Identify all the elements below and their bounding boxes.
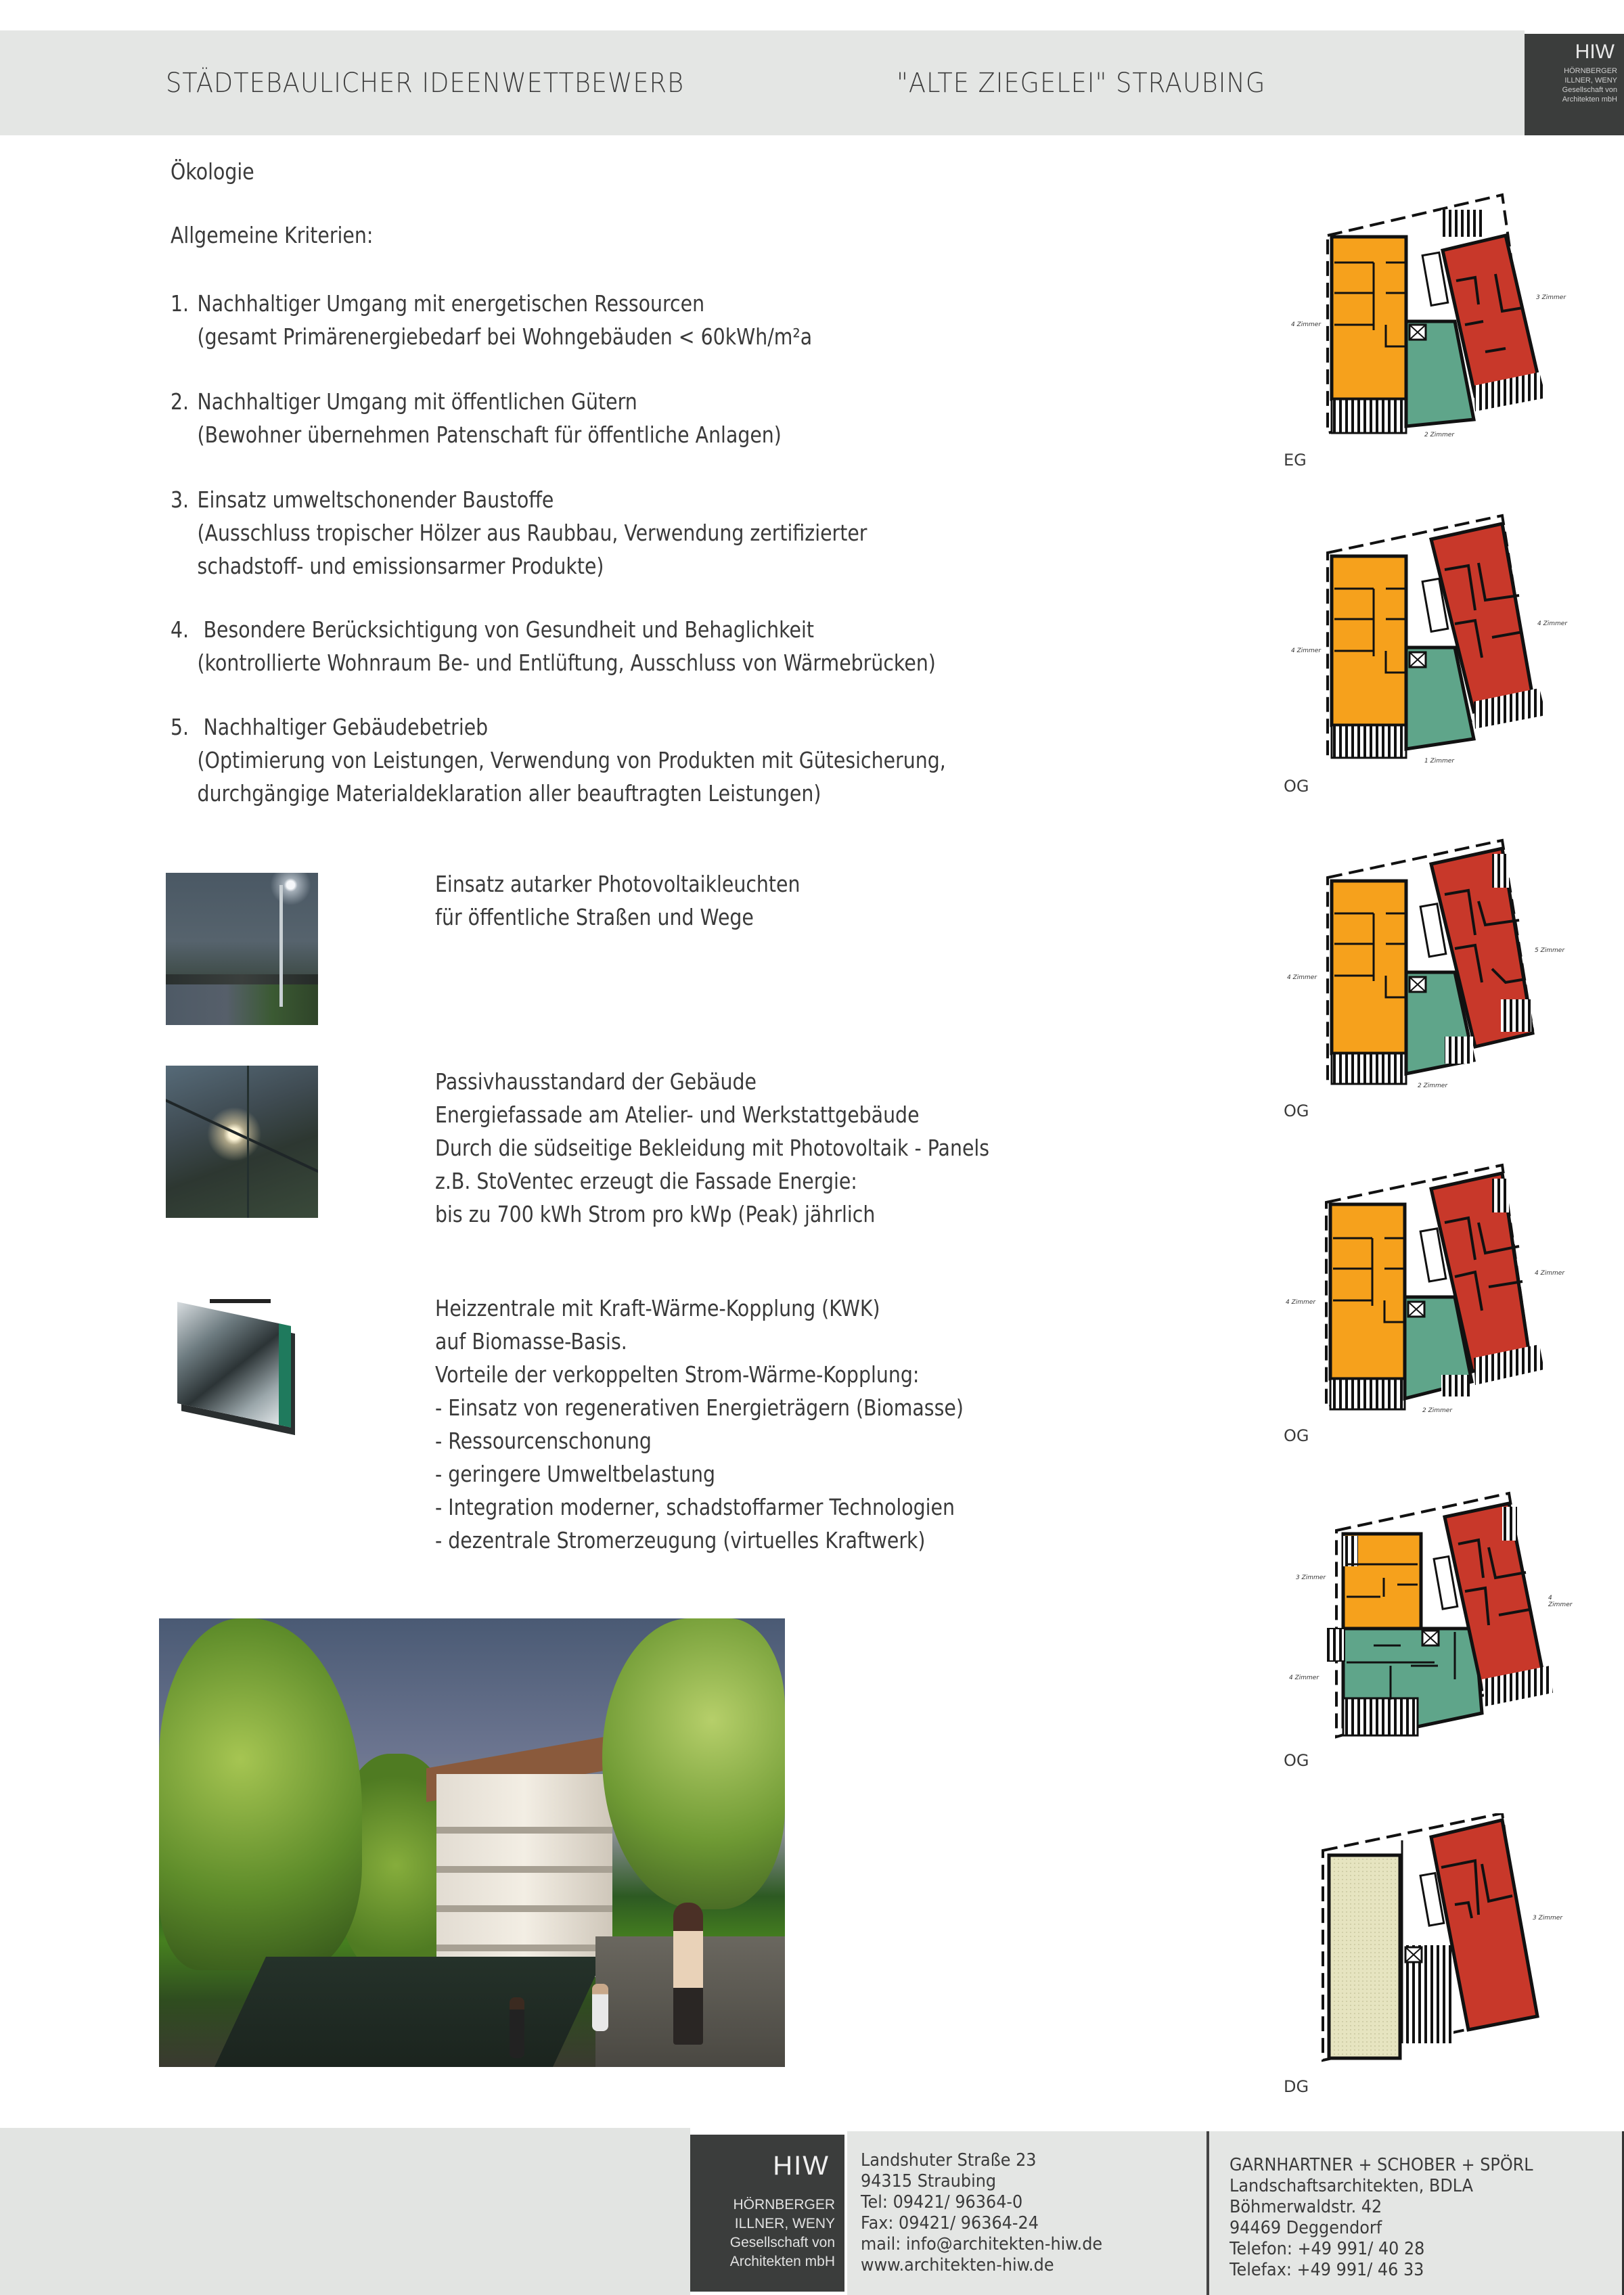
feature-text-chp-heating: Heizzentrale mit Kraft-Wärme-Kopplung (KWK) auf Biomasse-Basis. Vorteile der verkoppelten Strom-Wärme-Kopplung: - Einsatz von regenerativen Energieträgern (Biomasse) - Ressourcenschonung - geringere Umweltbelastung - Integration moderner, schadstoffarmer Technologien - dezentrale Stromerzeugung (virtuelles Kraftwerk): [435, 1295, 964, 1553]
floorplan-og-1: [1272, 509, 1570, 766]
unit-label-right: 4 Zimmer: [1537, 620, 1568, 627]
criterion-detail: schadstoff- und emissionsarmer Produkte): [197, 553, 604, 579]
unit-label-bottom: 2 Zimmer: [1418, 1083, 1448, 1089]
criterion-title: Nachhaltiger Gebäudebetrieb: [197, 714, 489, 740]
footer-band: [0, 2128, 690, 2295]
water-channel: [215, 1957, 604, 2067]
logo-mark: HIW: [1575, 41, 1615, 63]
building-rendering: [159, 1618, 785, 2067]
partner-name: GARNHARTNER + SCHOBER + SPÖRL: [1230, 2155, 1533, 2175]
criterion-detail: (kontrollierte Wohnraum Be- und Entlüftung, Ausschluss von Wärmebrücken): [197, 650, 936, 676]
feature-text-photovoltaic-lights: Einsatz autarker Photovoltaikleuchten für öffentliche Straßen und Wege: [435, 871, 800, 930]
floorplan-og-4: [1272, 1483, 1573, 1740]
lamp-pole: [279, 885, 283, 1007]
criterion-title: Nachhaltiger Umgang mit öffentlichen Gütern: [197, 388, 637, 415]
criterion-title: Nachhaltiger Umgang mit energetischen Ressourcen: [197, 290, 705, 317]
partner-phone: Telefon: +49 991/ 40 28: [1230, 2239, 1425, 2259]
feature-text-energy-facade: Passivhausstandard der Gebäude Energiefassade am Atelier- und Werkstattgebäude Durch die südseitige Bekleidung mit Photovoltaik - Panels z.B. StoVentec erzeugt die Fassade Energie: bis zu 700 kWh Strom pro kWp (Peak) jährlich: [435, 1068, 990, 1227]
floor-label: EG: [1284, 451, 1307, 470]
floor-label: OG: [1284, 1101, 1309, 1120]
criterion-3: 3. Einsatz umweltschonender Baustoffe (Ausschluss tropischer Hölzer aus Raubbau, Verwendung zertifizierter schadstoff- und emissionsarmer Produkte): [171, 483, 867, 583]
criterion-detail: (Ausschluss tropischer Hölzer aus Raubbau, Verwendung zertifizierter: [197, 520, 867, 546]
website-link[interactable]: www.architekten-hiw.de: [861, 2255, 1054, 2275]
hiw-logo-footer: [690, 2135, 844, 2292]
floor-label: DG: [1284, 2077, 1309, 2096]
section-title: Ökologie: [171, 158, 254, 185]
criterion-detail: durchgängige Materialdeklaration aller beauftragten Leistungen): [197, 780, 821, 806]
unit-label-bottom: 2 Zimmer: [1422, 1407, 1453, 1414]
logo-subtext: HÖRNBERGER ILLNER, WENY Gesellschaft von Architekten mbH: [729, 2197, 835, 2269]
floor-label: OG: [1284, 1751, 1309, 1770]
logo-subtext: HÖRNBERGER ILLNER, WENY Gesellschaft von Architekten mbH: [1562, 67, 1617, 104]
landscape-architect-contact: [1209, 2131, 1624, 2295]
unit-label-right: 3 Zimmer: [1536, 294, 1566, 301]
criterion-title: Besondere Berücksichtigung von Gesundheit und Behaglichkeit: [197, 616, 815, 643]
unit-label-bottom: 2 Zimmer: [1424, 432, 1455, 438]
unit-label-right: 4 Zimmer: [1535, 1270, 1565, 1277]
criterion-5: 5. Nachhaltiger Gebäudebetrieb (Optimierung von Leistungen, Verwendung von Produkten mit Gütesicherung, durchgängige Materialdeklaration aller beauftragten Leistungen): [171, 710, 946, 810]
unit-label-right: 5 Zimmer: [1535, 947, 1565, 954]
email-link[interactable]: mail: info@architekten-hiw.de: [861, 2234, 1103, 2254]
unit-label-right: 4 Zimmer: [1548, 1595, 1573, 1608]
partner-title: Landschaftsarchitekten, BDLA: [1230, 2176, 1474, 2196]
unit-label-left: 4 Zimmer: [1291, 321, 1322, 328]
section-subtitle: Allgemeine Kriterien:: [171, 222, 374, 248]
unit-label-bottom: 1 Zimmer: [1424, 758, 1455, 765]
logo-mark: HIW: [773, 2151, 830, 2181]
floorplan-og-2: [1272, 834, 1570, 1091]
floorplan-dg: [1272, 1813, 1570, 2070]
hiw-logo-header: [1525, 34, 1624, 135]
phone: Tel: 09421/ 96364-0: [861, 2192, 1023, 2212]
unit-label-right: 3 Zimmer: [1533, 1915, 1563, 1922]
photovoltaic-streetlight-photo: [166, 873, 318, 1025]
fax: Fax: 09421/ 96364-24: [861, 2213, 1039, 2233]
floorplan-og-3: [1272, 1158, 1570, 1415]
floor-label: OG: [1284, 777, 1309, 796]
criterion-4: 4. Besondere Berücksichtigung von Gesundheit und Behaglichkeit (kontrollierte Wohnraum Be- und Entlüftung, Ausschluss von Wärmebrücken): [171, 613, 936, 679]
criterion-title: Einsatz umweltschonender Baustoffe: [197, 486, 554, 513]
pedestrian: [673, 1903, 703, 2045]
address-street: Landshuter Straße 23: [861, 2150, 1037, 2171]
project-title: "ALTE ZIEGELEI" STRAUBING: [897, 68, 1266, 99]
floorplan-eg: [1272, 183, 1570, 440]
unit-label-left-top: 3 Zimmer: [1296, 1574, 1326, 1581]
unit-label-left: 4 Zimmer: [1286, 1299, 1316, 1306]
chp-unit-photo: [169, 1294, 308, 1432]
criterion-detail: (gesamt Primärenergiebedarf bei Wohngebäuden < 60kWh/m²a: [197, 323, 813, 350]
competition-title: STÄDTEBAULICHER IDEENWETTBEWERB: [166, 68, 685, 99]
unit-label-left: 4 Zimmer: [1291, 647, 1322, 654]
criterion-2: 2. Nachhaltiger Umgang mit öffentlichen Gütern (Bewohner übernehmen Patenschaft für öffentliche Anlagen): [171, 385, 782, 451]
address-city: 94315 Straubing: [861, 2171, 997, 2191]
unit-label-left-bottom: 4 Zimmer: [1289, 1675, 1320, 1681]
criterion-1: 1. Nachhaltiger Umgang mit energetischen Ressourcen (gesamt Primärenergiebedarf bei Wohngebäuden < 60kWh/m²a: [171, 287, 812, 353]
unit-label-left: 4 Zimmer: [1287, 974, 1317, 981]
partner-fax: Telefax: +49 991/ 46 33: [1230, 2260, 1424, 2280]
floor-label: OG: [1284, 1426, 1309, 1445]
architect-contact: [847, 2131, 1209, 2295]
criterion-detail: (Optimierung von Leistungen, Verwendung von Produkten mit Gütesicherung,: [197, 747, 946, 773]
partner-street: Böhmerwaldstr. 42: [1230, 2197, 1382, 2217]
partner-city: 94469 Deggendorf: [1230, 2218, 1382, 2238]
energy-facade-photo: [166, 1066, 318, 1218]
criterion-detail: (Bewohner übernehmen Patenschaft für öffentliche Anlagen): [197, 422, 782, 448]
